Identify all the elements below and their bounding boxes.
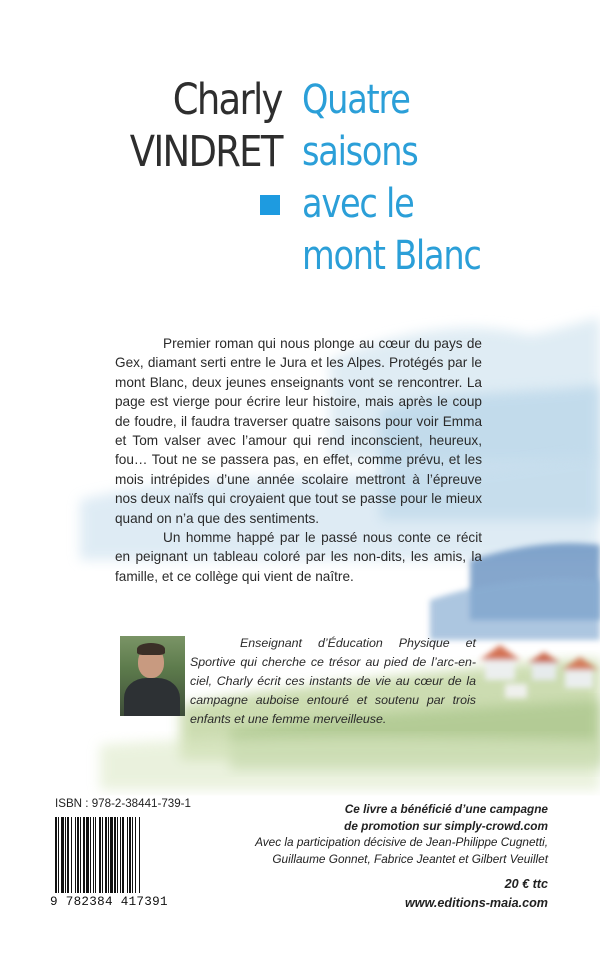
campaign-credits xyxy=(248,801,548,867)
barcode-image xyxy=(55,817,165,893)
author-photo xyxy=(120,636,185,716)
title-line: Quatre xyxy=(302,77,410,123)
author-bio xyxy=(190,634,476,729)
author-bio-text: Enseignant d’Éducation Physique et Sportive qui cherche ce trésor au pied de l’arc-en-ciel, Charly écrit ces instants de vie au cœur de la campagne auboise entouré et soutenu par trois enfants et une femme merveilleuse. xyxy=(190,636,476,726)
title-line: mont Blanc xyxy=(302,233,481,279)
blue-square-ornament xyxy=(260,195,280,215)
author-first-name: Charly xyxy=(173,75,282,125)
isbn-label: ISBN : 978-2-38441-739-1 xyxy=(55,797,191,810)
author-last-name: VINDRET xyxy=(130,127,282,177)
campaign-line: Ce livre a bénéficié d’une campagne xyxy=(344,802,548,816)
book-title xyxy=(302,74,481,282)
title-line: avec le xyxy=(302,181,414,227)
publisher-website: www.editions-maia.com xyxy=(405,896,548,910)
campaign-line: de promotion sur simply-crowd.com xyxy=(344,818,548,833)
blurb-paragraph: Un homme happé par le passé nous conte ce récit en peignant un tableau coloré par les non-dits, les amis, la famille, et ce collège qui vient de naître. xyxy=(115,530,482,584)
campaign-line: Guillaume Gonnet, Fabrice Jeantet et Gilbert Veuillet xyxy=(272,851,548,866)
blurb-paragraph: Premier roman qui nous plonge au cœur du pays de Gex, diamant serti entre le Jura et les Alpes. Protégés par le mont Blanc, deux jeunes enseignants vont se rencontrer. La page est vierge pour écrire leur histoire, mais après le coup de foudre, il faudra traverser quatre saisons pour voir Emma et Tom valser avec l’amour qui rend inconscient, heureux, fou… Tout ne se passera pas, en effet, comme prévu, et les mois intrépides d’une année scolaire mettront à l’épreuve nos deux naïfs qui croyaient que tout se passe pour le mieux quand on n’a que des sentiments. xyxy=(115,336,482,526)
campaign-line: Avec la participation décisive de Jean-Philippe Cugnetti, xyxy=(255,835,548,850)
price-label: 20 € ttc xyxy=(504,877,548,891)
title-line: saisons xyxy=(302,129,418,175)
barcode-digits: 9 782384 417391 xyxy=(50,895,168,909)
author-name xyxy=(130,74,282,178)
book-blurb xyxy=(115,334,482,586)
